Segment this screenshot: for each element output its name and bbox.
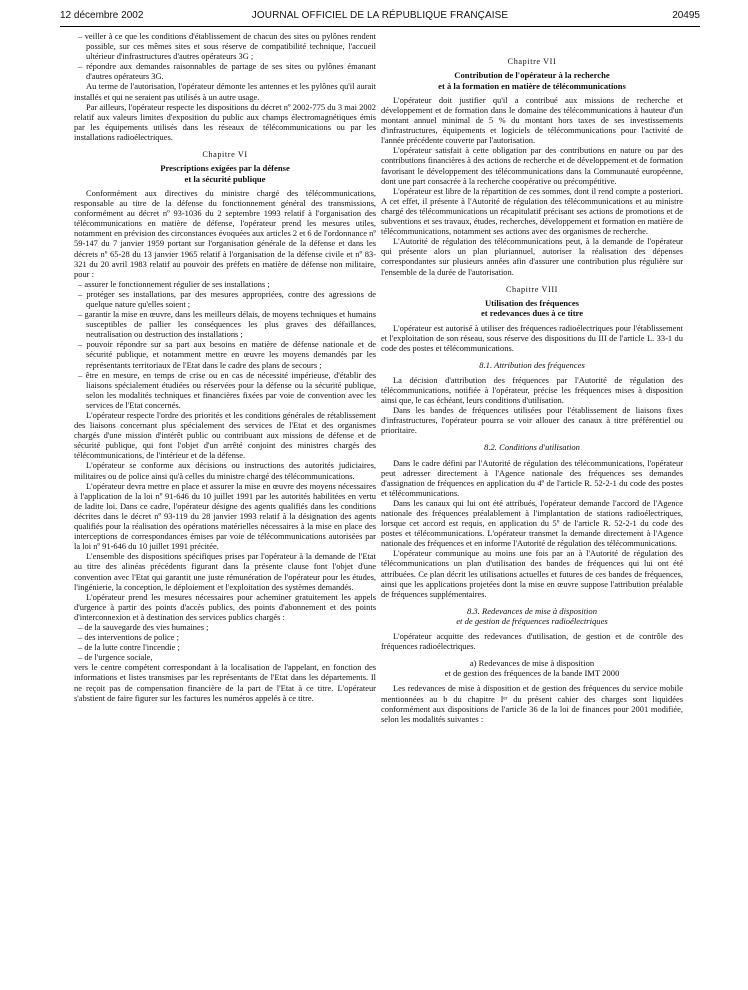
paragraph: L'opérateur respecte l'ordre des priorités et les conditions générales de rétablissement des liaisons concernant plus spécialement des services de l'Etat et des organismes chargés d'une mission d'intérêt public ou contribuant aux missions de défense et de sécurité publique, qui font l'objet d'un arrêté conjoint des ministres chargés des télécommunications, de l'intérieur et de la défense. (74, 410, 376, 461)
paragraph: L'Autorité de régulation des télécommunications peut, à la demande de l'opérateur qui présente alors un plan pluriannuel, autoriser la réalisation des dépenses correspondantes sur plusieurs années afin d'assurer une contribution plus régulière sur l'ensemble de la durée de l'autorisation. (381, 236, 683, 277)
paragraph: L'opérateur est libre de la répartition de ces sommes, dont il rend compte a posteriori. A cet effet, il présente à l'Autorité de régulation des télécommunications et au ministre chargé des télécommunications un récapitulatif précisant ses actions de promotions et de subventions et ses travaux, études, recherches, développement et formation en matière de télécommunications, notamment ses actions avec des organismes de recherche. (381, 185, 683, 237)
issue-date: 12 décembre 2002 (60, 10, 144, 21)
chapter-8-title: Utilisation des fréquences et redevances dues à ce titre (480, 297, 584, 319)
paragraph: Dans les canaux qui lui ont été attribués, l'opérateur demande l'accord de l'Agence nationale des fréquences préalablement à l'implantation de stations radioélectriques, lorsque cet accord est requis, en application du 5º de l'article R. 52-2-1 du code des postes et télécommunications. L'opérateur transmet la demande directement à l'Agence nationale des fréquences et en informe l'Autorité de régulation des télécommunications. (381, 497, 683, 549)
page-header (60, 8, 700, 27)
page-number: 20495 (672, 10, 700, 21)
chapter-6-title: Prescriptions exigées par la défense et la sécurité publique (160, 163, 290, 184)
section-8-3-title: 8.3. Redevances de mise à disposition et de gestion de fréquences radioélectriques (456, 605, 608, 626)
list-item: – veiller à ce que les conditions d'établissement de chacun des sites ou pylônes rendent possible, sur ces mêmes sites et sous réserve de compatibilité technique, l'accueil ultérieur d'infrastructures d'autres opérateurs 3G ; (74, 31, 376, 61)
list-item: – être en mesure, en temps de crise ou en cas de nécessité impérieuse, d'établir des liaisons spécialement étudiées ou réservées pour la défense ou la sécurité publique, selon les modalités techniques et financières fixées par voie de convention avec les services de l'Etat concernés. (74, 370, 376, 410)
chapter-7-title: Contribution de l'opérateur à la recherche et à la formation en matière de télécommunications (438, 70, 626, 91)
list-item: – assurer le fonctionnement régulier de ses installations ; (74, 279, 376, 289)
paragraph: Au terme de l'autorisation, l'opérateur démonte les antennes et les pylônes qu'il aurait installés et qui ne seraient pas utilisés à un autre usage. (74, 81, 376, 102)
paragraph: vers le centre compétent correspondant à la localisation de l'appelant, en fonction des informations et listes transmises par les représentants de l'Etat dans les départements. Il ne reçoit pas de compensation financière de la part de l'Etat à ce titre. L'opérateur s'abstient de faire figurer sur les factures les numéros appelés à ce titre. (74, 662, 376, 703)
list-item: – garantir la mise en œuvre, dans les meilleurs délais, de moyens techniques et humains susceptibles de pallier les conséquences les plus graves des défaillances, neutralisation ou destruction des installations ; (74, 309, 376, 339)
chapter-7-heading: Chapitre VII (507, 57, 557, 66)
section-8-2-title: 8.2. Conditions d'utilisation (484, 442, 580, 453)
paragraph: Dans les bandes de fréquences utilisées pour l'établissement de liaisons fixes d'infrastructures, l'opérateur pourra se voir allouer des canaux à titre préférentiel ou prioritaire. (381, 405, 683, 436)
list-item: – répondre aux demandes raisonnables de partage de ses sites ou pylônes émanant d'autres opérateurs 3G. (74, 61, 376, 81)
paragraph: L'opérateur se conforme aux décisions ou instructions des autorités judiciaires, militaires ou de police ainsi qu'à celles du ministre chargé des télécommunications. (74, 460, 376, 481)
section-8-1-title: 8.1. Attribution des fréquences (479, 359, 585, 370)
journal-title: JOURNAL OFFICIEL DE LA RÉPUBLIQUE FRANÇAISE (251, 10, 509, 21)
list-item: – pouvoir répondre sur sa part aux besoins en matière de défense nationale et de sécurité publique, et notamment mettre en œuvre les moyens demandés par les représentants territoriaux de l'Etat dans le cadre des plans de secours ; (74, 339, 376, 369)
subsection-a-title: a) Redevances de mise à disposition et de gestion des fréquences de la bande IMT 2000 (444, 658, 620, 679)
paragraph: Conformément aux directives du ministre chargé des télécommunications, responsable au titre de la défense du fonctionnement général des transmissions, conformément au décret nº 93-1036 du 2 septembre 1993 relatif à l'organisation des télécommunications en matière de défense, l'opérateur prend les mesures utiles, notamment en prévision des circonstances évoquées aux articles 2 et 6 de l'ordonnance nº 59-147 du 7 janvier 1959 portant sur l'organisation générale de la défense et dans les décrets nº 65-28 du 13 janvier 1965 relatif à l'organisation de la défense civile et nº 83-321 du 20 avril 1983 relatif au pouvoir des préfets en matière de défense non militaire, pour : (74, 187, 376, 279)
paragraph: L'opérateur prend les mesures nécessaires pour acheminer gratuitement les appels d'urgence à partir des points d'accès publics, des points d'abonnement et des points d'interconnexion et à destination des services publics chargés : (74, 591, 376, 622)
chapter-8-heading: Chapitre VIII (506, 284, 558, 294)
list-item: – de l'urgence sociale, (74, 652, 376, 662)
paragraph: L'opérateur doit justifier qu'il a contribué aux missions de recherche et développement et de formation dans le domaine des télécommunications à hauteur d'un montant annuel minimal de 5 % du montant hors taxes de ses investissements d'infrastructures, équipements et logiciels de télécommunications pour l'activité de l'année précédente couverte par l'autorisation. (381, 94, 683, 146)
paragraph: L'opérateur est autorisé à utiliser des fréquences radioélectriques pour l'établissement et l'exploitation de son réseau, sous réserve des dispositions du III de l'article L. 33-1 du code des postes et télécommunications. (381, 322, 683, 353)
paragraph: Par ailleurs, l'opérateur respecte les dispositions du décret nº 2002-775 du 3 mai 2002 relatif aux valeurs limites d'exposition du public aux champs électromagnétiques émis par les équipements utilisés dans les réseaux de télécommunications ou par les installations radioélectriques. (74, 101, 376, 142)
defense-bullet-list (74, 279, 376, 410)
sites-bullet-list (74, 31, 376, 81)
paragraph: Les redevances de mise à disposition et de gestion des fréquences du service mobile mentionnées au b du chapitre Iᵉʳ du présent cahier des charges sont liquidées conformément aux dispositions de l'article 36 de la loi de finances pour 2001 modifiée, selon les modalités suivantes : (381, 683, 683, 724)
paragraph: L'ensemble des dispositions spécifiques prises par l'opérateur à la demande de l'Etat au titre des alinéas précédents figurant dans la présente clause font l'objet d'une convention avec l'Etat qui garantit une juste rémunération de l'opérateur pour les études, l'ingénierie, la conception, le déploiement et l'exploitation des systèmes demandés. (74, 551, 376, 592)
list-item: – protéger ses installations, par des mesures appropriées, contre des agressions de quelque nature qu'elles soient ; (74, 289, 376, 309)
paragraph: L'opérateur communique au moins une fois par an à l'Autorité de régulation des télécommunications un plan d'utilisation des bandes de fréquences qui lui ont été attribuées. Ce plan décrit les utilisations actuelles et futures de ces bandes de fréquences, ainsi que les applications projetées dont la mise en œuvre suppose l'attribution préalable de fréquences supplémentaires. (381, 548, 683, 599)
list-item: – de la lutte contre l'incendie ; (74, 642, 376, 652)
list-item: – de la sauvegarde des vies humaines ; (74, 622, 376, 632)
paragraph: Dans le cadre défini par l'Autorité de régulation des télécommunications, l'opérateur peut adresser directement à l'Agence nationale des fréquences ses demandes d'assignation de fréquences en application du 4º de l'article R. 52-2-1 du code des postes et télécommunications. (381, 457, 683, 498)
chapter-6-heading: Chapitre VI (202, 150, 248, 160)
paragraph: L'opérateur devra mettre en place et assurer la mise en œuvre des moyens nécessaires à l'application de la loi nº 91-646 du 10 juillet 1991 par les autorités habilitées en vertu de ladite loi. Dans ce cadre, l'opérateur désigne des agents qualifiés dans les conditions décrites dans le décret nº 93-119 du 28 janvier 1993 relatif à la désignation des agents qualifiés pour la réalisation des opérations matérielles nécessaires à la mise en place des interceptions de correspondances émises par voie de télécommunications autorisées par la loi nº 91-646 du 10 juillet 1991 précitée. (74, 480, 376, 552)
right-column (381, 31, 683, 724)
list-item: – des interventions de police ; (74, 632, 376, 642)
paragraph: L'opérateur satisfait à cette obligation par des contributions en nature ou par des contributions financières à des actions de recherche et de développement et de formation favorisant le développement des télécommunications dans la Communauté européenne, dont une part consacrée à la recherche coopérative ou précompétitive. (381, 145, 683, 186)
paragraph: La décision d'attribution des fréquences par l'Autorité de régulation des télécommunications, notifiée à l'opérateur, précise les fréquences mises à disposition ainsi que, le cas échéant, leurs conditions d'utilisation. (381, 374, 683, 406)
paragraph: L'opérateur acquitte des redevances d'utilisation, de gestion et de contrôle des fréquences radioélectriques. (381, 631, 683, 652)
emergency-bullet-list (74, 622, 376, 662)
left-column (74, 31, 376, 703)
